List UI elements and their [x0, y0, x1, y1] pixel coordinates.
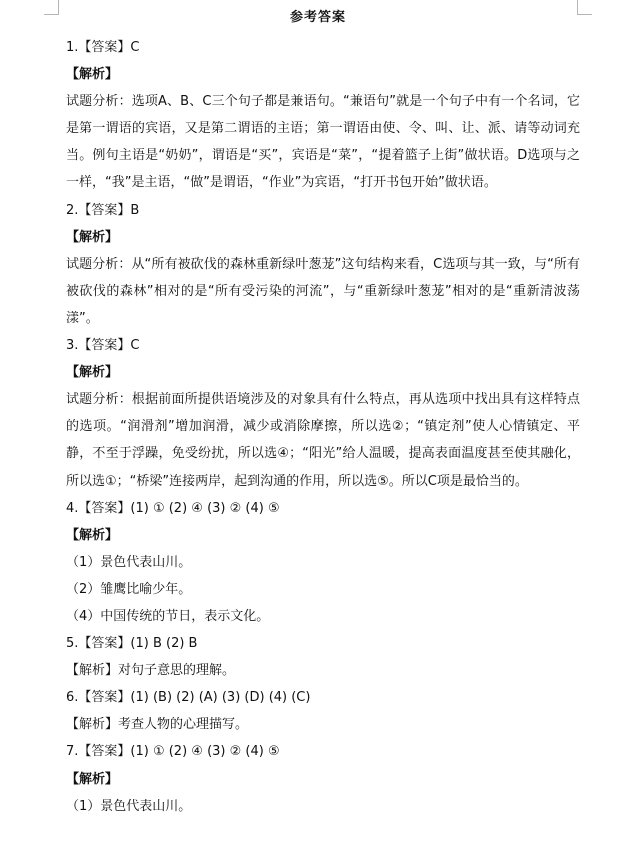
- text-line: （4）中国传统的节日，表示文化。: [66, 608, 270, 624]
- analysis-paragraph: 试题分析：根据前面所提供语境涉及的对象具有什么特点，再从选项中找出具有这样特点的选项。“润滑剂”增加润滑，减少或消除摩擦，所以选②；“镇定剂”使人心情镇定、平静，不至于浮躁，免受纷扰，所以选④；“阳光”给人温暖，提高表面温度甚至使其融化，所以选①；“桥梁”连接两岸，起到沟通的作用，所以选⑤。所以C项是最恰当的。: [66, 392, 580, 489]
- text-line: （1）景色代表山川。: [66, 798, 192, 814]
- page-title: 参考答案: [289, 10, 346, 25]
- text-line: （2）雏鹰比喻少年。: [66, 581, 192, 597]
- analysis-paragraph: 试题分析：选项A、B、C三个句子都是兼语句。“兼语句”就是一个句子中有一个名词，它是第一谓语的宾语，又是第二谓语的主语；第一谓语由使、令、叫、让、派、请等动词充当。例句主语是“奶奶”，谓语是“买”，宾语是“菜”，“提着篮子上街”做状语。D选项与之一样，“我”是主语，“做”是谓语，“作业”为宾语，“打开书包开始”做状语。: [66, 94, 580, 191]
- text-line: 【解析】: [66, 771, 119, 787]
- text-line: 【解析】: [66, 527, 119, 543]
- text-line: 【解析】: [66, 67, 119, 83]
- text-line: 【解析】对句子意思的理解。: [66, 663, 236, 679]
- answer-line: 1.【答案】C: [66, 40, 140, 55]
- text-line: （1）景色代表山川。: [66, 554, 192, 570]
- answer-content: [66, 34, 580, 820]
- answer-line: 6.【答案】(1) (B) (2) (A) (3) (D) (4) (C): [66, 690, 311, 706]
- text-line: 【解析】考查人物的心理描写。: [66, 717, 249, 733]
- analysis-paragraph: 试题分析：从“所有被砍伐的森林重新绿叶葱茏”这句结构来看，C选项与其一致，与“所有被砍伐的森林”相对的是“所有受污染的河流”，与“重新绿叶葱茏”相对的是“重新清波荡漾”。: [66, 256, 580, 326]
- answer-line: 4.【答案】(1) ① (2) ④ (3) ② (4) ⑤: [66, 500, 280, 516]
- answer-line: 5.【答案】(1) B (2) B: [66, 636, 198, 652]
- answer-line: 2.【答案】B: [66, 202, 140, 218]
- answer-line: 3.【答案】C: [66, 338, 140, 354]
- answer-line: 7.【答案】(1) ① (2) ④ (3) ② (4) ⑤: [66, 744, 280, 760]
- text-line: 【解析】: [66, 365, 119, 381]
- text-line: 【解析】: [66, 229, 119, 245]
